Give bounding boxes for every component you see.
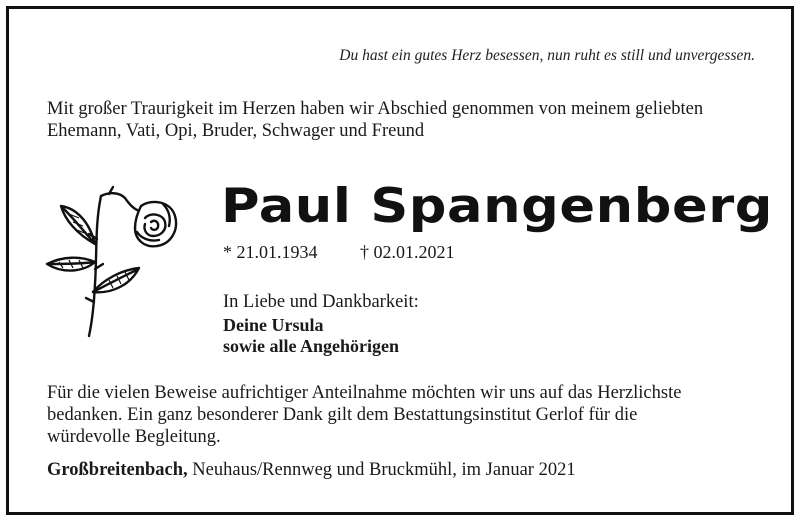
signature-label: In Liebe und Dankbarkeit:	[223, 292, 419, 312]
signer-line: sowie alle Angehörigen	[223, 336, 399, 356]
thanks-line: bedanken. Ein ganz besonderer Dank gilt dem Bestattungsinstitut Gerlof für die	[47, 405, 638, 425]
signer-line: Deine Ursula	[223, 315, 324, 335]
life-dates	[223, 242, 455, 263]
signers	[223, 315, 399, 357]
obituary-frame	[6, 6, 794, 515]
death-date: † 02.01.2021	[360, 242, 455, 262]
place-date-line	[47, 460, 576, 481]
thanks-line: Für die vielen Beweise aufrichtiger Anteilnahme möchten wir uns auf das Herzlichste	[47, 383, 682, 403]
town-name: Großbreitenbach,	[47, 460, 188, 480]
motto-quote: Du hast ein gutes Herz besessen, nun ruht es still und unvergessen.	[339, 47, 755, 64]
intro-line: Mit großer Traurigkeit im Herzen haben wir Abschied genommen von meinem geliebten	[47, 99, 704, 119]
rose-icon	[37, 184, 187, 339]
place-date-rest: Neuhaus/Rennweg und Bruckmühl, im Januar 2021	[187, 460, 576, 480]
thanks-line: würdevolle Begleitung.	[47, 427, 221, 447]
birth-date: * 21.01.1934	[223, 242, 318, 262]
intro-line: Ehemann, Vati, Opi, Bruder, Schwager und Freund	[47, 121, 425, 141]
thanks-text	[47, 382, 767, 448]
deceased-name: Paul Spangenberg	[221, 179, 773, 234]
intro-text	[47, 98, 767, 142]
